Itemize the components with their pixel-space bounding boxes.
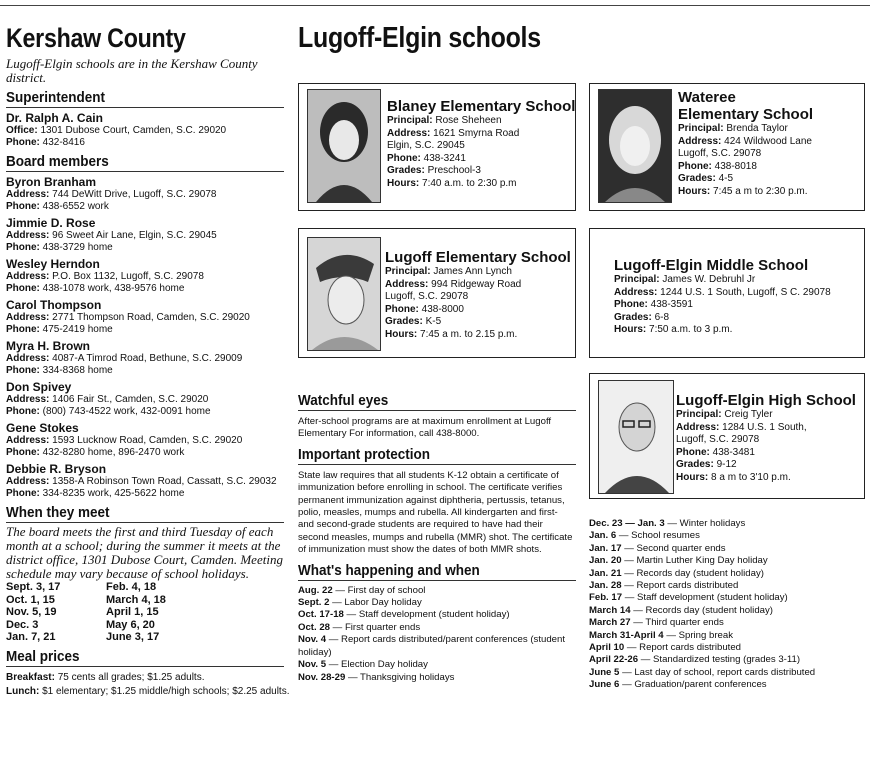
school-info	[678, 89, 813, 199]
school-card-lugoff-elementary	[298, 228, 576, 358]
address-line: Address: 424 Wildwood Lane	[678, 135, 812, 147]
event-item: Nov. 4 — Report cards distributed/parent conferences (student holiday)	[298, 634, 565, 658]
hours-line: Hours: 7:45 a m to 2:30 p.m.	[678, 185, 808, 197]
member-address: Address: 744 DeWitt Drive, Lugoff, S.C. 29078	[6, 189, 217, 200]
principal-line: Principal: Rose Sheheen	[387, 115, 502, 126]
city-line: Elgin, S.C. 29045	[387, 140, 465, 152]
city-line: Lugoff, S.C. 29078	[385, 291, 469, 303]
member-address: Address: P.O. Box 1132, Lugoff, S.C. 29078	[6, 271, 204, 282]
member-phone: Phone: 438-6552 work	[6, 201, 109, 212]
superintendent-phone: Phone: 432-8416	[6, 137, 85, 148]
school-info	[387, 98, 575, 191]
member-phone: Phone: 334-8368 home	[6, 365, 113, 376]
phone-line: Phone: 438-3481	[676, 446, 755, 458]
board-member	[6, 339, 284, 377]
grades-line: Grades: 6-8	[614, 311, 670, 323]
member-phone: Phone: 438-1078 work, 438-9576 home	[6, 283, 185, 294]
member-name: Wesley Herndon	[6, 257, 100, 271]
member-name: Myra H. Brown	[6, 339, 91, 353]
board-heading: Board members	[6, 153, 284, 172]
member-address: Address: 2771 Thompson Road, Camden, S.C. 29020	[6, 312, 250, 323]
phone-line: Phone: 438-3241	[387, 152, 466, 164]
grades-line: Grades: 4-5	[678, 173, 734, 185]
meeting-date: Nov. 5, 19	[6, 606, 57, 618]
event-item: Nov. 28-29 — Thanksgiving holidays	[298, 671, 455, 683]
school-name: Lugoff Elementary School	[385, 249, 571, 266]
county-title: Kershaw County	[6, 23, 186, 53]
superintendent-office: Office: 1301 Dubose Court, Camden, S.C. 29020	[6, 125, 227, 136]
event-item: Jan. 6 — School resumes	[589, 530, 700, 542]
event-item: Oct. 28 — First quarter ends	[298, 621, 421, 633]
event-item: Feb. 17 — Staff development (student holiday)	[589, 592, 788, 604]
board-member	[6, 462, 284, 500]
event-item: June 6 — Graduation/parent conferences	[589, 679, 767, 691]
member-phone: Phone: 475-2419 home	[6, 324, 113, 335]
meeting-date: Feb. 4, 18	[106, 581, 157, 593]
member-address: Address: 1358-A Robinson Town Road, Cassatt, S.C. 29032	[6, 476, 277, 487]
address-line: Address: 1244 U.S. 1 South, Lugoff, S C. 29078	[614, 286, 831, 298]
member-phone: Phone: 432-8280 home, 896-2470 work	[6, 447, 185, 458]
event-item: March 14 — Records day (student holiday)	[589, 604, 773, 616]
member-address: Address: 1406 Fair St., Camden, S.C. 29020	[6, 394, 209, 405]
school-card-high	[589, 373, 865, 499]
principal-line: Principal: James Ann Lynch	[385, 266, 512, 277]
phone-line: Phone: 438-8000	[385, 303, 464, 315]
school-card-middle	[589, 228, 865, 358]
protection-heading: Important protection	[298, 446, 576, 465]
board-member	[6, 298, 284, 336]
watchful-text: After-school programs are at maximum enrollment at Lugoff Elementary For information, call 438-8000.	[298, 416, 552, 440]
meeting-date: May 6, 20	[106, 618, 155, 631]
principal-photo	[307, 89, 381, 203]
hours-line: Hours: 7:40 a.m. to 2:30 p.m	[387, 177, 517, 189]
member-phone: Phone: 334-8235 work, 425-5622 home	[6, 488, 185, 499]
address-line: Address: 1284 U.S. 1 South,	[676, 421, 807, 433]
board-member	[6, 216, 284, 254]
event-item: June 5 — Last day of school, report cards distributed	[589, 666, 816, 678]
event-item: Jan. 20 — Martin Luther King Day holiday	[589, 555, 768, 567]
meet-text: The board meets the first and third Tuesday of each month at a school; during the summer it meets at the district office, 1301 Dubose Court, Camden. Meeting schedule may vary because of school holidays.	[6, 524, 283, 581]
board-section	[6, 153, 284, 500]
superintendent-section	[6, 89, 284, 149]
principal-line: Principal: James W. Debruhl Jr	[614, 274, 756, 285]
member-address: Address: 4087-A Timrod Road, Bethune, S.C. 29009	[6, 353, 243, 364]
board-member	[6, 380, 284, 418]
member-address: Address: 1593 Lucknow Road, Camden, S.C. 29020	[6, 435, 243, 446]
meal-section	[6, 647, 290, 699]
hours-line: Hours: 8 a m to 3'10 p.m.	[676, 471, 791, 483]
lunch-price: Lunch: $1 elementary; $1.25 middle/high schools; $2.25 adults.	[6, 685, 290, 697]
county-intro: Lugoff-Elgin schools are in the Kershaw County district.	[6, 56, 258, 85]
event-item: Oct. 17-18 — Staff development (student holiday)	[298, 609, 510, 621]
school-card-blaney	[298, 83, 576, 211]
school-name-line1: Wateree	[678, 89, 736, 106]
event-item: April 10 — Report cards distributed	[589, 642, 741, 654]
breakfast-price: Breakfast: 75 cents all grades; $1.25 adults.	[6, 671, 205, 683]
event-item: Jan. 21 — Records day (student holiday)	[589, 567, 764, 579]
phone-line: Phone: 438-8018	[678, 160, 757, 172]
meet-section	[6, 504, 284, 644]
school-card-wateree	[589, 83, 865, 211]
event-item: March 27 — Third quarter ends	[589, 617, 724, 629]
main-title: Lugoff-Elgin schools	[298, 22, 541, 54]
meeting-date: Sept. 3, 17	[6, 581, 61, 593]
left-column	[6, 22, 290, 699]
city-line: Lugoff, S.C. 29078	[676, 434, 760, 446]
event-item: Nov. 5 — Election Day holiday	[298, 659, 428, 671]
meet-heading: When they meet	[6, 504, 284, 523]
member-name: Byron Branham	[6, 175, 97, 189]
happening-heading: What's happening and when	[298, 562, 576, 581]
meeting-date: March 4, 18	[106, 593, 166, 606]
principal-photo	[307, 237, 381, 351]
hours-line: Hours: 7:50 a.m. to 3 p.m.	[614, 324, 733, 336]
grades-line: Grades: K-5	[385, 316, 442, 328]
principal-photo	[598, 89, 672, 203]
meeting-date: Dec. 3	[6, 618, 39, 631]
meeting-date: June 3, 17	[106, 631, 160, 643]
event-item: Aug. 22 — First day of school	[298, 584, 426, 596]
member-name: Don Spivey	[6, 380, 72, 394]
board-member	[6, 421, 284, 459]
member-name: Carol Thompson	[6, 298, 102, 312]
principal-line: Principal: Brenda Taylor	[678, 123, 788, 134]
event-item: March 31-April 4 — Spring break	[589, 629, 733, 641]
events-list	[298, 585, 576, 684]
events-column-2	[589, 518, 865, 692]
hours-line: Hours: 7:45 a m. to 2.15 p.m.	[385, 328, 518, 340]
school-name: Lugoff-Elgin High School	[676, 392, 856, 409]
school-name: Lugoff-Elgin Middle School	[614, 257, 809, 274]
top-rule	[0, 5, 870, 6]
meeting-date: Oct. 1, 15	[6, 593, 55, 606]
event-item: Sept. 2 — Labor Day holiday	[298, 597, 422, 609]
member-name: Jimmie D. Rose	[6, 216, 96, 230]
address-line: Address: 994 Ridgeway Road	[385, 278, 522, 290]
protection-text: State law requires that all students K-12 obtain a certificate of immunization before enrolling in school. The certificate verifies permanent immunization against diphtheria, pertussis, tetanus, polio, measles, mumps and rubella. All kindergarten and first- and second-grade students are required to have had their second measles, mumps and rubella (MMR) shot. The certificate of immunization must show the dates of both MMR shots.	[298, 469, 573, 556]
event-item: April 22-26 — Standardized testing (grades 3-11)	[589, 654, 801, 666]
member-name: Debbie R. Bryson	[6, 462, 107, 476]
board-member	[6, 175, 284, 213]
member-phone: Phone: 438-3729 home	[6, 242, 113, 253]
event-item: Jan. 17 — Second quarter ends	[589, 542, 726, 554]
meeting-dates	[6, 581, 284, 644]
member-name: Gene Stokes	[6, 421, 79, 435]
member-phone: Phone: (800) 743-4522 work, 432-0091 home	[6, 406, 211, 417]
meeting-date: April 1, 15	[106, 606, 159, 618]
event-item: Dec. 23 — Jan. 3 — Winter holidays	[589, 518, 746, 529]
grades-line: Grades: 9-12	[676, 459, 737, 471]
school-info	[614, 257, 831, 337]
principal-line: Principal: Creig Tyler	[676, 409, 773, 420]
principal-photo	[598, 380, 674, 494]
info-column	[298, 392, 576, 684]
school-name-line2: Elementary School	[678, 106, 814, 123]
superintendent-name: Dr. Ralph A. Cain	[6, 111, 103, 125]
watchful-heading: Watchful eyes	[298, 392, 576, 411]
address-line: Address: 1621 Smyrna Road	[387, 127, 520, 139]
meeting-date: Jan. 7, 21	[6, 631, 56, 643]
superintendent-heading: Superintendent	[6, 89, 284, 108]
board-member	[6, 257, 284, 295]
meal-heading: Meal prices	[6, 648, 284, 667]
member-address: Address: 96 Sweet Air Lane, Elgin, S.C. 29045	[6, 230, 217, 241]
grades-line: Grades: Preschool-3	[387, 165, 481, 177]
school-name: Blaney Elementary School	[387, 98, 576, 115]
school-info	[385, 249, 571, 342]
city-line: Lugoff, S.C. 29078	[678, 148, 762, 160]
school-info	[676, 392, 856, 485]
event-item: Jan. 28 — Report cards distributed	[589, 580, 739, 592]
phone-line: Phone: 438-3591	[614, 299, 693, 311]
